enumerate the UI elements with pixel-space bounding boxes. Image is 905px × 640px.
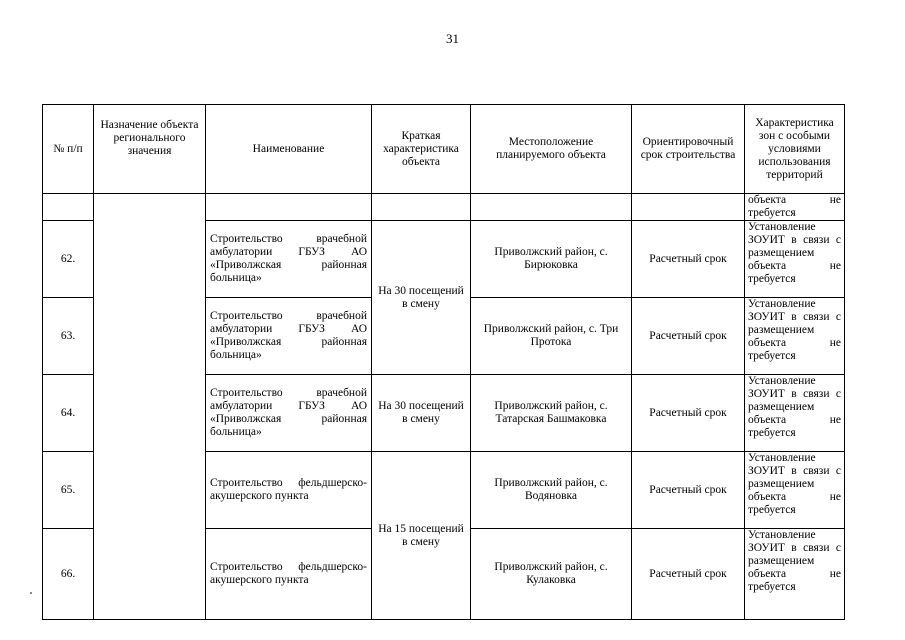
cell-num [43, 194, 94, 221]
cell-location [471, 194, 632, 221]
cell-zone: Установление ЗОУИТ в связи с размещением объекта не требуется [745, 452, 845, 529]
cell-zone: объекта не требуется [745, 194, 845, 221]
header-characteristic: Краткая характеристика объекта [372, 105, 471, 194]
cell-term: Расчетный срок [632, 375, 745, 452]
cell-location: Приволжский район, с. Водяновка [471, 452, 632, 529]
cell-characteristic: На 30 посещений в смену [372, 375, 471, 452]
cell-zone: Установление ЗОУИТ в связи с размещением объекта не требуется [745, 298, 845, 375]
cell-location: Приволжский район, с. Три Протока [471, 298, 632, 375]
scan-speck [30, 592, 32, 594]
cell-num: 65. [43, 452, 94, 529]
cell-term: Расчетный срок [632, 221, 745, 298]
table-row-continuation [43, 194, 845, 221]
cell-num: 63. [43, 298, 94, 375]
cell-name: Строительство фельдшерско-акушерского пункта [206, 529, 372, 620]
cell-term: Расчетный срок [632, 298, 745, 375]
cell-term [632, 194, 745, 221]
cell-name: Строительство врачебной амбулатории ГБУЗ АО «Приволжская районная больница» [206, 375, 372, 452]
cell-num: 62. [43, 221, 94, 298]
cell-zone: Установление ЗОУИТ в связи с размещением объекта не требуется [745, 221, 845, 298]
cell-name: Строительство врачебной амбулатории ГБУЗ АО «Приволжская районная больница» [206, 298, 372, 375]
header-num: № п/п [43, 105, 94, 194]
header-term: Ориентировочный срок строительства [632, 105, 745, 194]
header-name: Наименование [206, 105, 372, 194]
objects-table [42, 104, 845, 620]
cell-zone: Установление ЗОУИТ в связи с размещением объекта не требуется [745, 529, 845, 620]
cell-purpose [94, 194, 206, 620]
cell-name: Строительство фельдшерско-акушерского пункта [206, 452, 372, 529]
cell-term: Расчетный срок [632, 529, 745, 620]
cell-num: 66. [43, 529, 94, 620]
cell-term: Расчетный срок [632, 452, 745, 529]
cell-characteristic: На 15 посещений в смену [372, 452, 471, 620]
cell-name [206, 194, 372, 221]
cell-location: Приволжский район, с. Кулаковка [471, 529, 632, 620]
cell-location: Приволжский район, с. Татарская Башмаковка [471, 375, 632, 452]
header-location: Местоположение планируемого объекта [471, 105, 632, 194]
cell-zone: Установление ЗОУИТ в связи с размещением объекта не требуется [745, 375, 845, 452]
cell-name: Строительство врачебной амбулатории ГБУЗ АО «Приволжская районная больница» [206, 221, 372, 298]
header-zone: Характеристика зон с особыми условиями использования территорий [745, 105, 845, 194]
cell-characteristic [372, 194, 471, 221]
header-purpose: Назначение объекта регионального значения [94, 105, 206, 194]
cell-characteristic: На 30 посещений в смену [372, 221, 471, 375]
page-number: 31 [446, 31, 459, 46]
cell-num: 64. [43, 375, 94, 452]
table-header-row [43, 105, 845, 194]
cell-location: Приволжский район, с. Бирюковка [471, 221, 632, 298]
